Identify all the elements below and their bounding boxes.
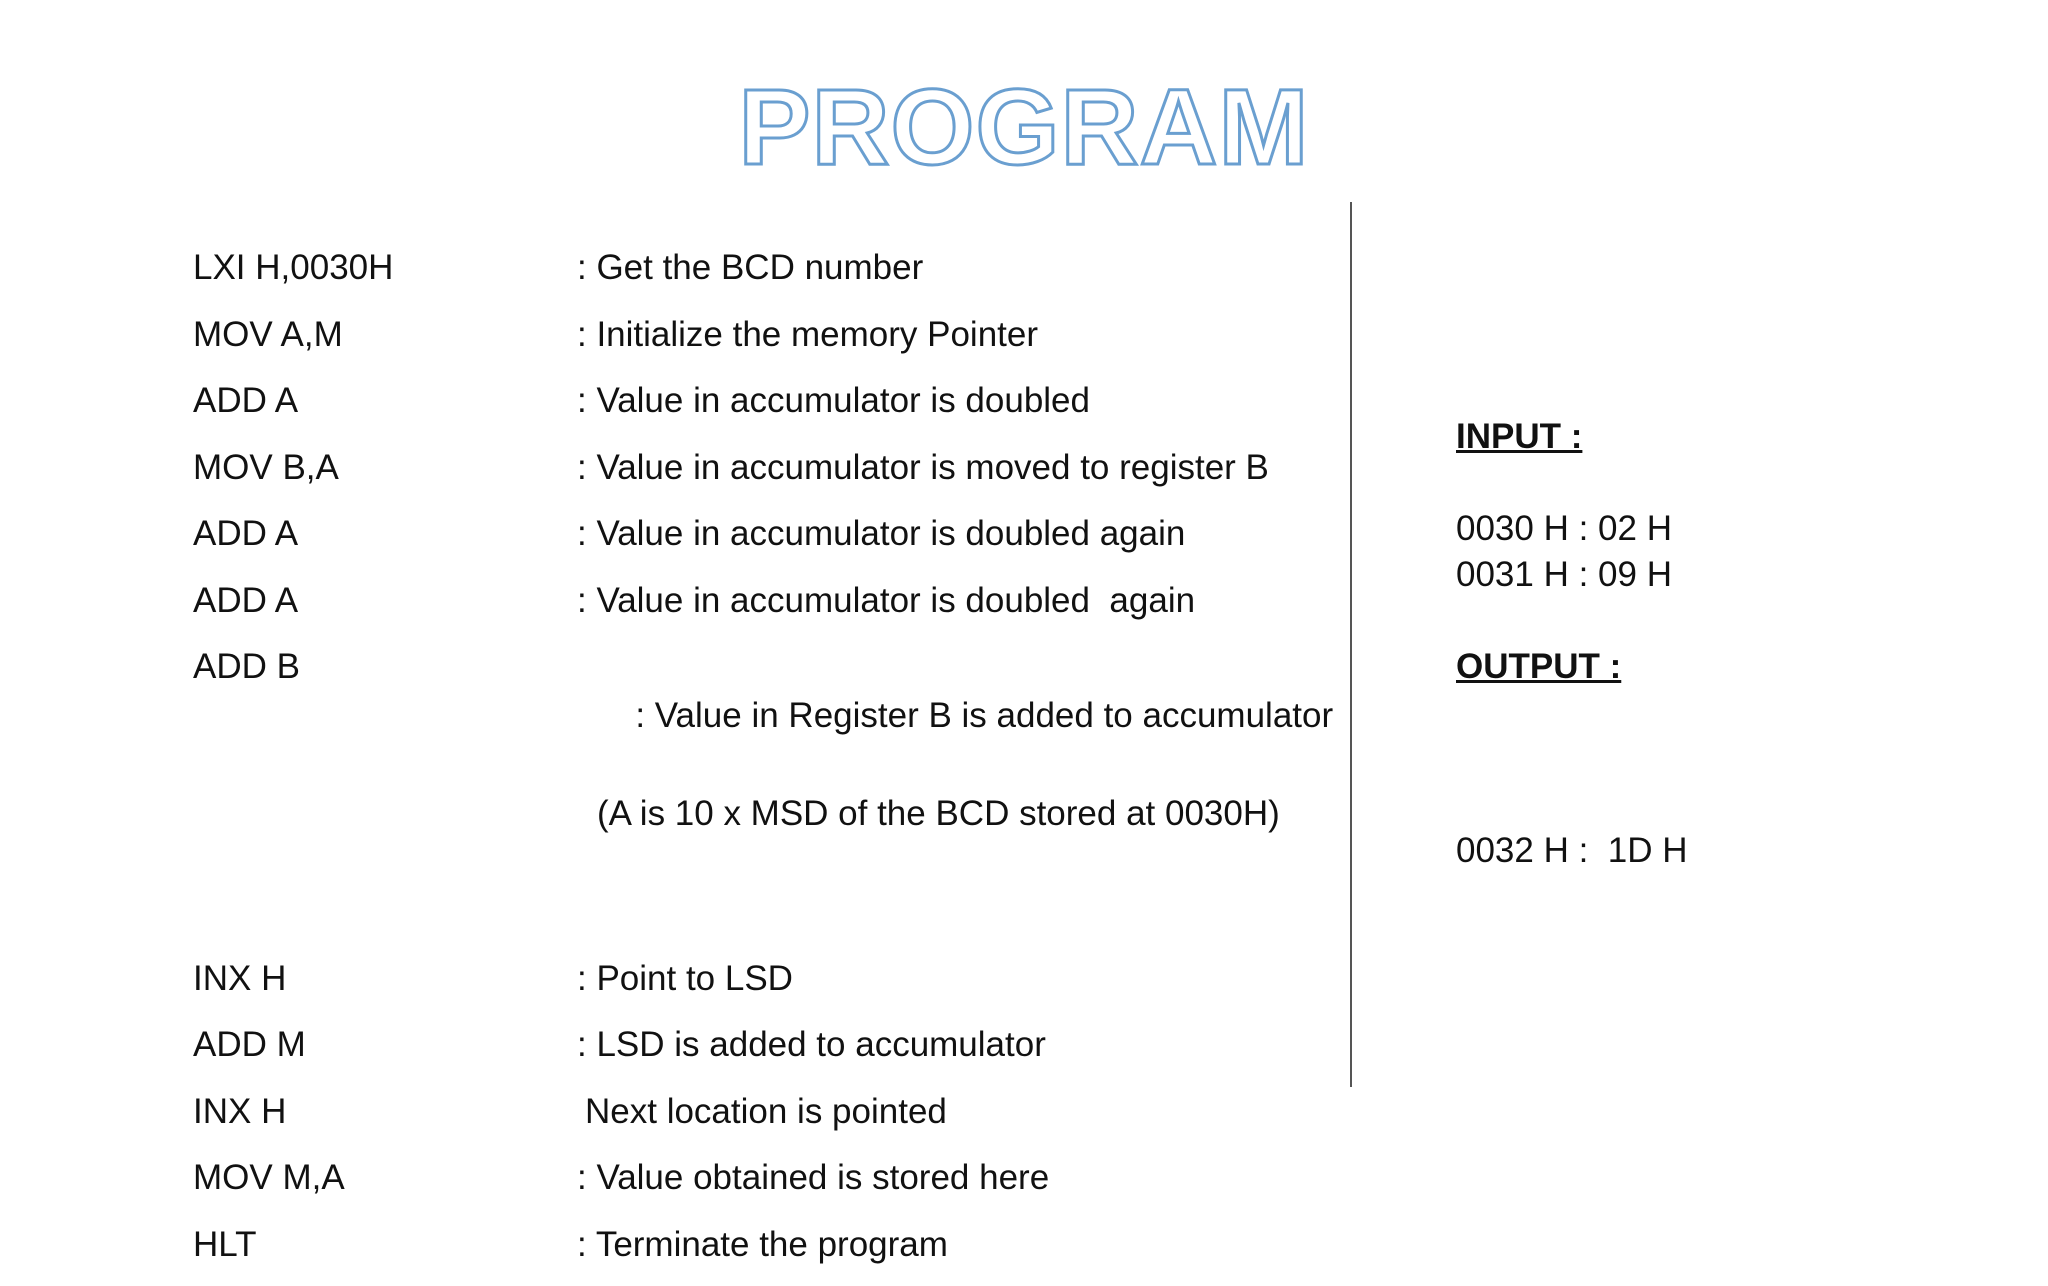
instruction-comment: : Get the BCD number xyxy=(577,248,924,287)
instruction: ADD A xyxy=(193,381,299,420)
slide-title: PROGRAM xyxy=(738,66,1310,187)
instruction-comment-line: : Value in Register B is added to accumulator xyxy=(635,696,1334,735)
input-value: 0030 H : 02 H xyxy=(1456,509,1672,548)
instruction-comment-continuation: (A is 10 x MSD of the BCD stored at 0030H) xyxy=(597,794,1280,833)
instruction: MOV B,A xyxy=(193,447,339,487)
program-listing xyxy=(193,243,1343,1286)
program-row xyxy=(193,1220,1343,1269)
instruction-comment: : Point to LSD xyxy=(577,958,793,998)
instruction-comment: : Value in accumulator is doubled again xyxy=(577,514,1186,553)
instruction-comment: : Value obtained is stored here xyxy=(577,1158,1050,1197)
instruction-comment xyxy=(577,642,1343,936)
output-heading xyxy=(1456,644,1621,690)
output-value: 0032 H : 1D H xyxy=(1456,831,1688,870)
instruction: HLT xyxy=(193,1224,257,1264)
instruction-comment: : LSD is added to accumulator xyxy=(577,1025,1046,1064)
vertical-divider xyxy=(1350,202,1352,1087)
instruction: INX H xyxy=(193,1091,287,1131)
instruction-comment: : Initialize the memory Pointer xyxy=(577,314,1039,354)
input-label: INPUT : xyxy=(1456,417,1583,456)
instruction: INX H xyxy=(193,958,287,998)
program-row xyxy=(193,642,1343,936)
input-heading xyxy=(1456,414,1582,460)
instruction-comment: : Value in accumulator is doubled xyxy=(577,381,1090,420)
program-row xyxy=(193,376,1343,425)
program-row xyxy=(193,1087,1343,1136)
instruction-comment: Next location is pointed xyxy=(585,1091,947,1131)
output-label: OUTPUT : xyxy=(1456,647,1622,686)
program-row xyxy=(193,443,1343,492)
program-row xyxy=(193,576,1343,625)
program-row xyxy=(193,1153,1343,1202)
instruction: MOV M,A xyxy=(193,1158,345,1197)
program-row xyxy=(193,1020,1343,1069)
program-row xyxy=(193,509,1343,558)
instruction: ADD B xyxy=(193,647,300,686)
instruction: LXI H,0030H xyxy=(193,248,394,287)
instruction: MOV A,M xyxy=(193,314,343,354)
instruction-comment: : Value in accumulator is doubled again xyxy=(577,580,1196,620)
instruction: ADD A xyxy=(193,580,299,620)
program-row xyxy=(193,310,1343,359)
instruction-comment: : Value in accumulator is moved to register B xyxy=(577,447,1269,487)
instruction: ADD M xyxy=(193,1025,306,1064)
input-value: 0031 H : 09 H xyxy=(1456,555,1672,594)
program-row xyxy=(193,954,1343,1003)
program-row xyxy=(193,243,1343,292)
instruction: ADD A xyxy=(193,514,299,553)
input-values xyxy=(1456,506,1672,598)
output-values xyxy=(1456,736,1688,920)
instruction-comment: : Terminate the program xyxy=(577,1224,948,1264)
